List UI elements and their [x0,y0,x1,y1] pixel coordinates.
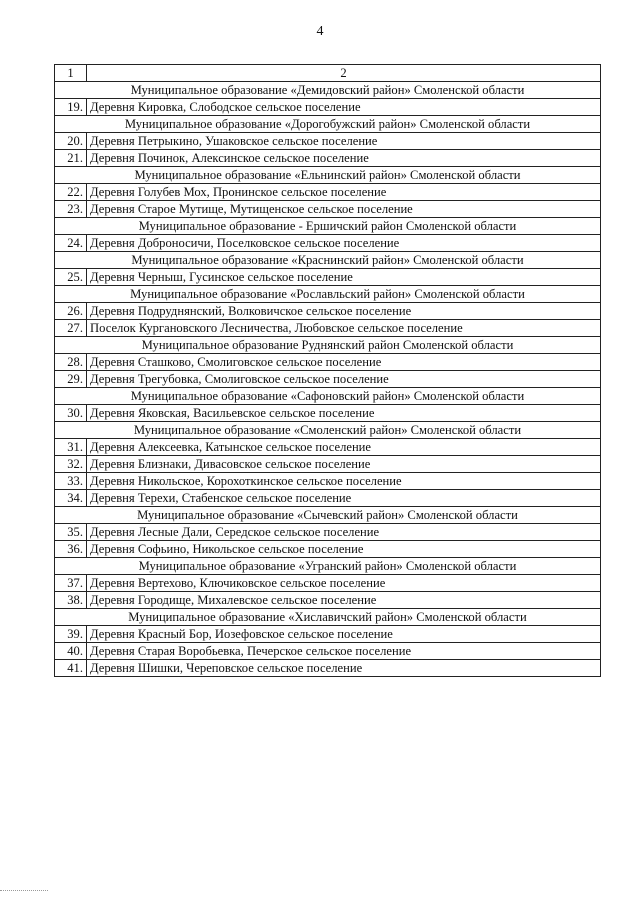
row-number: 34. [55,490,87,507]
settlement-name: Деревня Починок, Алексинское сельское поселение [87,150,601,167]
footer-mark [0,890,48,891]
settlements-table-body [55,65,601,677]
section-title: Муниципальное образование «Рославльский район» Смоленской области [55,286,601,303]
table-row [55,473,601,490]
table-row [55,660,601,677]
settlement-name: Деревня Трегубовка, Смолиговское сельское поселение [87,371,601,388]
settlement-name: Деревня Подруднянский, Волковичское сельское поселение [87,303,601,320]
row-number: 27. [55,320,87,337]
settlement-name: Деревня Голубев Мох, Пронинское сельское поселение [87,184,601,201]
settlement-name: Деревня Лесные Дали, Середское сельское поселение [87,524,601,541]
row-number: 26. [55,303,87,320]
section-row [55,116,601,133]
section-row [55,218,601,235]
row-number: 20. [55,133,87,150]
section-title: Муниципальное образование «Демидовский район» Смоленской области [55,82,601,99]
section-row [55,337,601,354]
settlement-name: Деревня Кировка, Слободское сельское поселение [87,99,601,116]
table-row [55,643,601,660]
settlement-name: Деревня Вертехово, Ключиковское сельское поселение [87,575,601,592]
table-row [55,405,601,422]
row-number: 39. [55,626,87,643]
page-number: 4 [316,24,324,39]
table-row [55,490,601,507]
settlement-name: Деревня Городище, Михалевское сельское поселение [87,592,601,609]
section-row [55,252,601,269]
settlement-name: Деревня Старое Мутище, Мутищенское сельское поселение [87,201,601,218]
section-title: Муниципальное образование «Сафоновский район» Смоленской области [55,388,601,405]
table-row [55,201,601,218]
section-title: Муниципальное образование «Ельнинский район» Смоленской области [55,167,601,184]
table-row [55,575,601,592]
settlement-name: Деревня Никольское, Корохоткинское сельское поселение [87,473,601,490]
settlement-name: Деревня Алексеевка, Катынское сельское поселение [87,439,601,456]
table-row [55,320,601,337]
header-col-number: 1 [55,65,87,82]
table-row [55,184,601,201]
section-row [55,558,601,575]
row-number: 19. [55,99,87,116]
row-number: 36. [55,541,87,558]
row-number: 32. [55,456,87,473]
settlement-name: Деревня Сташково, Смолиговское сельское поселение [87,354,601,371]
section-title: Муниципальное образование «Краснинский район» Смоленской области [55,252,601,269]
settlement-name: Деревня Доброносичи, Поселковское сельское поселение [87,235,601,252]
row-number: 37. [55,575,87,592]
table-row [55,354,601,371]
settlement-name: Деревня Петрыкино, Ушаковское сельское поселение [87,133,601,150]
section-title: Муниципальное образование «Сычевский район» Смоленской области [55,507,601,524]
table-row [55,303,601,320]
section-title: Муниципальное образование - Ершичский район Смоленской области [55,218,601,235]
table-row [55,150,601,167]
row-number: 23. [55,201,87,218]
row-number: 31. [55,439,87,456]
section-title: Муниципальное образование Руднянский район Смоленской области [55,337,601,354]
section-row [55,388,601,405]
section-title: Муниципальное образование «Хиславичский район» Смоленской области [55,609,601,626]
table-row [55,439,601,456]
section-row [55,286,601,303]
section-row [55,609,601,626]
row-number: 40. [55,643,87,660]
row-number: 21. [55,150,87,167]
settlement-name: Деревня Шишки, Череповское сельское поселение [87,660,601,677]
table-row [55,456,601,473]
settlement-name: Деревня Черныш, Гусинское сельское поселение [87,269,601,286]
settlement-name: Деревня Старая Воробьевка, Печерское сельское поселение [87,643,601,660]
section-row [55,422,601,439]
row-number: 25. [55,269,87,286]
table-row [55,269,601,286]
section-title: Муниципальное образование «Смоленский район» Смоленской области [55,422,601,439]
settlement-name: Деревня Красный Бор, Иозефовское сельское поселение [87,626,601,643]
table-header-row [55,65,601,82]
row-number: 28. [55,354,87,371]
table-row [55,133,601,150]
section-title: Муниципальное образование «Дорогобужский район» Смоленской области [55,116,601,133]
row-number: 29. [55,371,87,388]
section-row [55,167,601,184]
table-row [55,524,601,541]
table-row [55,626,601,643]
settlement-name: Деревня Близнаки, Дивасовское сельское поселение [87,456,601,473]
row-number: 22. [55,184,87,201]
settlement-name: Деревня Софьино, Никольское сельское поселение [87,541,601,558]
row-number: 35. [55,524,87,541]
settlement-name: Деревня Яковская, Васильевское сельское поселение [87,405,601,422]
table-row [55,235,601,252]
table-row [55,99,601,116]
settlements-table [54,64,601,677]
table-row [55,371,601,388]
row-number: 24. [55,235,87,252]
section-row [55,507,601,524]
table-row [55,592,601,609]
row-number: 38. [55,592,87,609]
settlement-name: Деревня Терехи, Стабенское сельское поселение [87,490,601,507]
row-number: 33. [55,473,87,490]
section-row [55,82,601,99]
row-number: 30. [55,405,87,422]
header-col-name: 2 [87,65,601,82]
section-title: Муниципальное образование «Угранский район» Смоленской области [55,558,601,575]
settlement-name: Поселок Кургановского Лесничества, Любовское сельское поселение [87,320,601,337]
row-number: 41. [55,660,87,677]
table-row [55,541,601,558]
